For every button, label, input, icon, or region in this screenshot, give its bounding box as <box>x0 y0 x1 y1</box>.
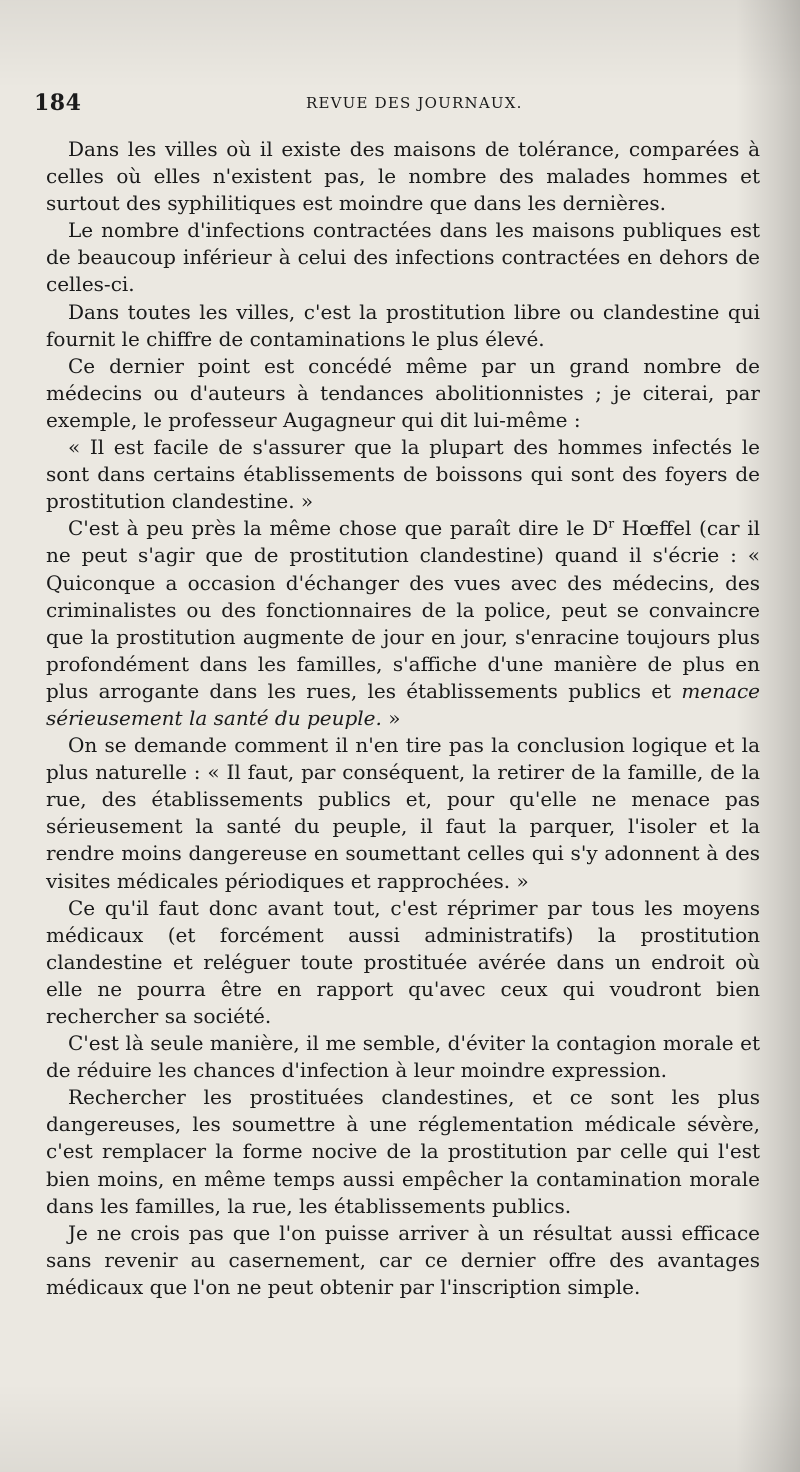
paragraph-11: Je ne crois pas que l'on puisse arriver à un résultat aussi efficace sans revenir au casernement, car ce dernier offre des avantages médicaux que l'on ne peut obtenir par l'inscription simple. <box>46 1220 760 1299</box>
paragraph-8: Ce qu'il faut donc avant tout, c'est réprimer par tous les moyens médicaux (et forcément aussi administratifs) la prostitution clandestine et reléguer toute prostituée avérée dans un endroit où elle ne pourra être en rapport qu'avec ceux qui voudront bien rechercher sa société. <box>46 895 760 1028</box>
paragraph-4: Ce dernier point est concédé même par un grand nombre de médecins ou d'auteurs à tendances abolitionnistes ; je citerai, par exemple, le professeur Augagneur qui dit lui-même : <box>46 353 760 432</box>
paragraph-9: C'est là seule manière, il me semble, d'éviter la contagion morale et de réduire les chances d'infection à leur moindre expression. <box>46 1031 760 1083</box>
paragraph-6-part-2: Hœffel (car il ne peut s'agir que de prostitution clandestine) quand il s'écrie : « Quiconque a occasion d'échanger des vues avec des médecins, des criminalistes ou des fonctionnaires de la police, peut se convaincre que la prostitution augmente de jour en jour, s'enracine toujours plus profondément dans les familles, s'affiche d'une manière de plus en plus arrogante dans les rues, les établissements publics et <box>46 516 760 703</box>
running-title: REVUE DES JOURNAUX. <box>306 94 523 112</box>
paragraph-10: Rechercher les prostituées clandestines, et ce sont les plus dangereuses, les soumettre à une réglementation médicale sévère, c'est remplacer la forme nocive de la prostitution par celle qui l'est bien moins, en même temps aussi empêcher la contamination morale dans les familles, la rue, les établissements publics. <box>46 1085 760 1218</box>
paragraph-6-italic: menace sérieusement la santé du peuple. <box>46 678 760 730</box>
paragraph-6-superscript: r <box>608 516 615 531</box>
paragraph-3: Dans toutes les villes, c'est la prostitution libre ou clandestine qui fournit le chiffre de contaminations le plus élevé. <box>46 299 760 351</box>
paragraph-7: On se demande comment il n'en tire pas la conclusion logique et la plus naturelle : « Il faut, par conséquent, la retirer de la famille, de la rue, des établissements publics et, pour qu'elle ne menace pas sérieusement la santé du peuple, il faut la parquer, l'isoler et la rendre moins dangereuse en soumettant celles qui s'y adonnent à des visites médicales périodiques et rapprochées. » <box>46 733 760 893</box>
page-header <box>34 90 764 120</box>
paragraph-1: Dans les villes où il existe des maisons de tolérance, comparées à celles où elles n'existent pas, le nombre des malades hommes et surtout des syphilitiques est moindre que dans les dernières. <box>46 137 760 216</box>
paragraph-6 <box>46 515 760 732</box>
paragraph-6-part-1: C'est à peu près la même chose que paraît dire le D <box>68 516 609 541</box>
paragraph-5-quote: « Il est facile de s'assurer que la plupart des hommes infectés le sont dans certains établissements de boissons qui sont des foyers de prostitution clandestine. » <box>46 435 760 514</box>
page-number: 184 <box>34 90 82 116</box>
body-text <box>46 136 760 1301</box>
paragraph-2: Le nombre d'infections contractées dans les maisons publiques est de beaucoup inférieur à celui des infections contractées en dehors de celles-ci. <box>46 218 760 297</box>
paragraph-6-end: » <box>381 705 401 730</box>
